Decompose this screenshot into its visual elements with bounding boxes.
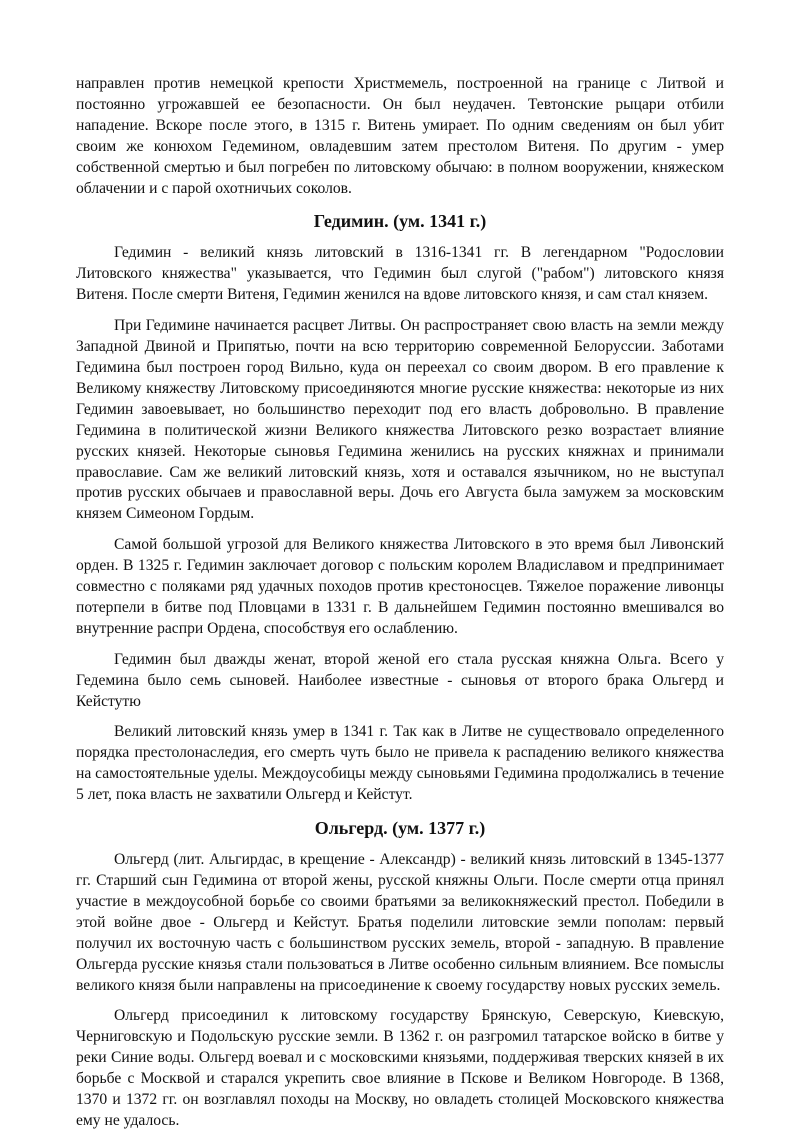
gedimin-paragraph-4: Гедимин был дважды женат, второй женой его стала русская княжна Ольга. Всего у Гедемина было семь сыновей. Наиболее известные - сыновья от второго брака Ольгерд и Кейстутю: [76, 650, 724, 710]
olgerd-paragraph-1: Ольгерд (лит. Альгирдас, в крещение - Александр) - великий князь литовский в 1345-1377 гг. Старший сын Гедимина от второй жены, русской княжны Ольги. После смерти отца принял участие в междоусобной борьбе со своими братьями за великокняжеский престол. Победили в этой войне двое - Ольгерд и Кейстут. Братья поделили литовские земли пополам: первый получил их восточную часть с большинством русских земель, второй - западную. В правление Ольгерда русские князья стали пользоваться в Литве особенно сильным влиянием. Все помыслы великого князя были направлены на присоединение к своему государству новых русских земель.: [76, 851, 724, 994]
document-page: [76, 74, 724, 1132]
opening-paragraph: направлен против немецкой крепости Христмемель, построенной на границе с Литвой и постоянно угрожавшей ее безопасности. Он был неудачен. Тевтонские рыцари отбили нападение. Вскоре после этого, в 1315 г. Витень умирает. По одним сведениям он был убит своим же конюхом Гедемином, овладевшим затем престолом Витеня. По другим - умер собственной смертью и был погребен по литовскому обычаю: в полном вооружении, княжеском облачении и с парой охотничьих соколов.: [76, 75, 724, 197]
olgerd-paragraph-2: Ольгерд присоединил к литовскому государству Брянскую, Северскую, Киевскую, Черниговскую и Подольскую русские земли. В 1362 г. он разгромил татарское войско в битве у реки Синие воды. Ольгерд воевал и с московскими князьями, поддерживая тверских князей в их борьбе с Москвой и старался укрепить свое влияние в Пскове и Великом Новгороде. В 1368, 1370 и 1372 гг. он возглавлял походы на Москву, но овладеть столицей Московского княжества ему не удалось.: [76, 1007, 724, 1129]
gedimin-paragraph-3: Самой большой угрозой для Великого княжества Литовского в это время был Ливонский орден. В 1325 г. Гедимин заключает договор с польским королем Владиславом и предпринимает совместно с поляками ряд удачных походов против крестоносцев. Тяжелое поражение ливонцы потерпели в битве под Пловцами в 1331 г. В дальнейшем Гедимин постоянно вмешивался во внутренние распри Ордена, способствуя его ослаблению.: [76, 536, 724, 637]
gedimin-paragraph-2: При Гедимине начинается расцвет Литвы. Он распространяет свою власть на земли между Западной Двиной и Припятью, почти на всю территорию современной Белоруссии. Заботами Гедимина был построен город Вильно, куда он переехал со своим двором. В его правление к Великому княжеству Литовскому присоединяются многие русские княжества: некоторые из них Гедимин завоевывает, но большинство переходит под его власть добровольно. В правление Гедимина в политической жизни Великого княжества Литовского резко возрастает влияние русских князей. Некоторые сыновья Гедимина женились на русских княжнах и принимали православие. Сам же великий литовский князь, хотя и оставался язычником, но не выступал против русских обычаев и православной веры. Дочь его Августа была замужем за московским князем Симеоном Гордым.: [76, 317, 724, 523]
gedimin-paragraph-5: Великий литовский князь умер в 1341 г. Так как в Литве не существовало определенного порядка престолонаследия, его смерть чуть было не привела к распадению великого княжества на самостоятельные уделы. Междоусобицы между сыновьями Гедимина продолжались в течение 5 лет, пока власть не захватили Ольгерд и Кейстут.: [76, 723, 724, 804]
section-heading-gedimin: Гедимин. (ум. 1341 г.): [313, 211, 487, 232]
gedimin-paragraph-1: Гедимин - великий князь литовский в 1316-1341 гг. В легендарном "Родословии Литовского княжества" указывается, что Гедимин был слугой ("рабом") литовского князя Витеня. После смерти Витеня, Гедимин женился на вдове литовского князя, и сам стал князем.: [76, 244, 724, 304]
section-heading-olgerd: Ольгерд. (ум. 1377 г.): [314, 818, 486, 839]
